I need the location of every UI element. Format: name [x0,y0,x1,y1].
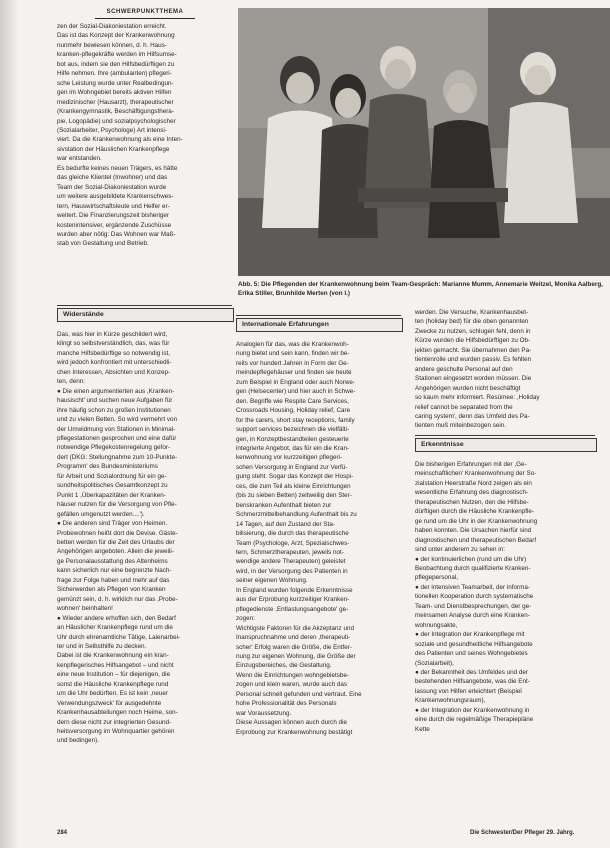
text-line: Wenn die Einrichtungen wohngebietsbe- [236,671,349,679]
text-line: Programm' des Bundesministeriums [57,463,158,471]
text-line: reits vor hundert Jahren in Form der Ge- [236,359,349,367]
text-line: um weitere ausgebildete Krankenschwes- [57,193,174,201]
text-line: ter und in Selbsthilfe zu decken. [57,642,147,650]
text-line: war Voraussetzung. [236,709,292,717]
text-line: Beobachtung durch qualifizierte Kranken- [415,564,531,572]
page-number: 284 [57,830,68,836]
text-line: gen (Helsecenter) und hier auch in Schwe- [236,388,356,396]
text-line: sonst die Häusliche Krankenpflege rund [57,680,169,688]
text-line: for the carers, short stay receptions, family [236,416,355,424]
text-line: lassung von Hilfen erleichtert (Beispiel [415,687,522,695]
text-line: tern, Hauswirtschaftsleute und Helfer er- [57,202,170,210]
text-line: wendige andere Therapeuten) geleistet [236,558,346,566]
heading-international: Internationale Erfahrungen [236,318,403,332]
text-line: eine neue Institution – für diejenigen, die [57,671,171,679]
page-margin-shadow [0,0,18,848]
text-line: bestehenden Hilfsangebote, was die Ent- [415,678,530,686]
text-line: der Umwidmung von Stationen in Minimal- [57,425,176,433]
text-line: zogen und klein waren, wurde auch das [236,681,347,689]
text-line: gen im Wohngebiet bereits aktiven Hilfen [57,89,172,97]
text-line: werden. Die Versuche, Krankenhausbet- [415,309,529,316]
text-line: (Sozialarbeiter, Psychologe) Art intensi- [57,126,167,134]
text-line: tientenrolle und wurden passiv. Es fehlten [415,356,532,364]
text-line: Uhr durch ehrenamtliche Tätige, Laienarbei- [57,633,181,641]
column-3-bottom-text [415,460,595,734]
divider-col1 [57,305,232,306]
text-line: Krankenwohnungsraum), [415,697,486,705]
text-line: Team- und Dienstbesprechungen, der ge- [415,602,532,610]
text-line: um die Uhr bedürften. Es ist kein ,neuer [57,690,168,698]
text-line: ge rund um die Uhr in der Krankenwohnung [415,517,538,525]
text-line: schen Versorgung in England zur Verfü- [236,463,348,471]
text-line: sivstation der Häuslichen Krankenpflege [57,145,170,153]
text-line: frage zur Folge haben und mehr auf das [57,576,170,584]
text-line: Kette [415,725,430,733]
text-line: Hilfe nehmen. Ihre (ambulanten) pflegeri- [57,70,172,78]
text-line: Punkt 1 ,Überkapazitäten der Kranken- [57,491,166,499]
text-line: pflegestationen gesprochen und eine dafür [57,434,177,442]
text-line: Diese Aussagen können auch durch die [236,719,347,727]
text-line: eine durch die regelmäßige Therapiepläne [415,716,534,724]
text-line: hausischt' und suchen neue Aufgaben für [57,397,173,405]
text-line: dert (DKG: Stellungnahme zum 10-Punkte- [57,453,178,461]
text-line: gemünzt sein, d. h. wirklich nur das ,Probe- [57,595,178,603]
text-line: gen, in Konzeptbestandteilen gesteuerte [236,435,349,443]
text-line: Angehörigen wurden nicht beschäftigt [415,384,521,392]
text-line: dern diese nicht zur integrierten Gesund- [57,718,172,726]
text-line: meinschaftlichen' Krankenwohnung der So- [415,470,537,478]
text-line: tienten muß miteinbezogen sein. [415,422,507,430]
divider-col3 [415,435,595,436]
text-line: Personal schnell gefunden und vertraut. Eine [236,690,362,698]
text-line: tionellen Kooperation durch systematische [415,593,534,601]
text-line: sundheitspolitisches Gesamtkonzept zu [57,482,168,490]
text-line: Erprobung zur Krankenwohnung bestätigt [236,728,353,736]
text-line: (Sozialarbeit), [415,659,454,667]
text-line: wohnen' beinhalten! [57,605,113,613]
text-line: an Häuslicher Krankenpflege rund um die [57,624,173,632]
text-line: Analogien für das, was die Krankenwoh- [236,341,349,348]
text-line: Das ist das Konzept der Krankenwohnung [57,32,175,40]
text-line: Team der Sozial-Diakoniestation wurde [57,183,167,191]
text-line: pflegedienste ,Entlastungsangebote' ge- [236,605,349,613]
text-line: tern, Schmerztherapeuten, jeweils not- [236,548,344,556]
text-line: kann sicherlich nur eine begrenzte Nach- [57,567,172,575]
text-line: ● Wieder andere erhoffen sich, den Bedarf [57,614,176,622]
text-line: Wichtigste Faktoren für die Akzeptanz und [236,624,354,632]
text-line: wohnungsakte, [415,621,458,629]
text-line: weitert. Die Finanzierungszeit bisheriger [57,212,169,220]
text-line: (Krankengymnastik, Beschäftigungsthera- [57,108,174,116]
text-line: Probewohnen heißt dort die Devise. Gäste- [57,529,178,537]
text-line: zen der Sozial-Diakoniestation erreicht. [57,23,167,30]
text-line: Kürze wurden die Hilfsbedürftigen zu Ob- [415,337,531,345]
text-line: aus der Erprobung kurzzeitiger Kranken- [236,596,350,604]
text-line: medizinischer (Hausarzt), therapeutischer [57,98,174,106]
team-photo [238,8,610,276]
text-line: Es bedurfte keines neuen Trägers, es hätte [57,164,178,172]
text-line: seiner eigenen Wohnung. [236,577,308,585]
text-line: therapeutischen Nutzen, den die Hilfsbe- [415,498,529,506]
text-line: ten (holiday bed) für die oben genannten [415,318,529,326]
text-line: Dabei ist die Krankenwohnung ein kran- [57,652,169,660]
text-line: sind unter anderem zu sehen in: [415,546,505,554]
text-line: so kaum mehr informiert. Resümee: ,Holiday [415,394,540,402]
text-line: Stationen eingesetzt worden müssen. Die [415,375,532,383]
text-line: wurden aber nötig: Das Wohnen war Maß- [57,230,176,238]
text-line: scher' Erfolg waren die Größe, die Entfer- [236,643,352,651]
text-line: In England wurden folgende Erkenntnisse [236,586,353,594]
text-line: das gleiche Klientel (Inwohner) und das [57,174,168,182]
text-line: Angehörigen angeboten. Allein die jeweili- [57,548,174,556]
text-line: Verwendungszweck' für ausgedehnte [57,699,162,707]
text-line: heitsversorgung im Wohnquartier gehören [57,728,175,736]
text-line: Das, was hier in Kürze geschildert wird, [57,331,168,338]
text-line: ces, die zum Teil als kleine Einrichtungen [236,482,351,490]
text-line: Crossroads Housing, Holiday relief, Care [236,407,351,415]
text-line: Team (Psychologe, Arzt, Spezialschwes- [236,539,350,547]
text-line: ● der Integration der Krankenwohnung in [415,706,530,714]
text-line: gung steht. Sogar das Konzept der Hospi- [236,473,354,481]
text-line: relief cannot be separated from the [415,403,513,411]
text-line: sche Leistung wurde unter Realbedingun- [57,79,174,87]
journal-footer: Die Schwester/Der Pfleger 29. Jahrg. [470,830,575,836]
text-line: dürftigen durch die Häusliche Krankenpfle- [415,508,535,516]
text-line: (bis zu sieben Betten) zeitweilig den Ster- [236,492,352,500]
text-line: ● der kontinuierlichen (rund um die Uhr) [415,555,527,563]
text-line: betten werden für die Zeit des Urlaubs der [57,538,175,546]
text-line: stab von Gestaltung und Betrieb. [57,240,149,248]
text-line: des Patienten und seines Wohngebietes [415,650,528,658]
text-line: Einzugsbereiches, die Gestaltung. [236,662,332,670]
column-1-bottom-text [57,330,232,746]
text-line: manche Hilfsbedürftige so notwendig ist, [57,349,171,357]
text-line: Sicherwerden als Pflegen von Kranken [57,586,166,594]
text-line: kranken-pflegekräfte werden im Hilfsumse- [57,51,177,59]
text-line: für Arbeit und Sozialordnung für ein ge- [57,472,167,480]
heading-erkenntnisse: Erkenntnisse [415,438,597,452]
text-line: 14 Tagen, auf den Zustand der Sta- [236,520,335,528]
text-line: nunmehr bewiesen können, d. h. Haus- [57,41,167,49]
column-1-top-text [57,22,232,249]
text-line: bot aus, indem sie den Hilfsbedürftigen zu [57,60,175,68]
text-line: den. Begriffe wie Respite Care Services, [236,397,349,405]
team-photo-image [238,8,610,276]
text-line: diagnostischen und therapeutischen Bedarf [415,536,537,544]
text-line: notwendige Pflegekostenregelung gefor- [57,444,171,452]
text-line: war entstanden. [57,155,102,163]
text-line: wird jedoch konfrontiert mit unterschiedli- [57,359,172,367]
text-line: chen Interessen, Absichten und Konzep- [57,368,171,376]
section-header: SCHWERPUNKTTHEMA [95,6,195,19]
text-line: haben konnten. Die Ursachen hierfür sind [415,527,532,535]
text-line: ten, denn: [57,378,86,386]
text-line: pflegepersonal, [415,574,459,582]
text-line: und zu vielen Betten. So wird vermehrt von [57,416,178,424]
column-3-top-text [415,308,595,431]
heading-widerstaende: Widerstände [57,308,234,322]
text-line: kenpflegerisches Hilfsangebot – und nicht [57,661,174,669]
text-line: hohe Professionalität des Personals [236,700,337,708]
text-line: andere geschulte Personal auf den [415,365,513,373]
text-line: Inanspruchnahme und deren ,therapeuti- [236,634,351,642]
text-line: häuser nutzen für die Versorgung von Pfle- [57,501,177,509]
text-line: Krankenhausabteilungen noch Heime, son- [57,709,178,717]
divider-col2 [236,315,401,316]
text-line: nung zur eigenen Wohnung, die Größe der [236,652,356,660]
text-line: benskranken Aufenthalt bieten zur [236,501,332,509]
text-line: viert. Da die Krankenwohnung als eine Inten- [57,136,183,144]
text-line: nung bietet und sein kann, finden wir be- [236,350,350,358]
text-line: ge Personalausstattung des Altenheims [57,557,168,565]
text-line: ● der intensiven Teamarbeit, der informa- [415,583,530,591]
text-line: ● der Bekanntheit des Umfeldes und der [415,668,529,676]
text-line: Zwecke zu nutzen, schlugen fehl, denn in [415,327,531,335]
photo-caption: Abb. 5: Die Pflegenden der Krankenwohnung beim Team-Gespräch: Marianne Mumm, Annemarie Weitzel, Monika Aalberg, Erika Stiller, Brunhilde Merten (von l.) [238,281,603,297]
text-line: meindepflegehäuser und finden sie heute [236,369,352,377]
text-line: wird, in der Versorgung des Patienten in [236,567,348,575]
text-line: wesentliche Erfahrung des diagnostisch- [415,489,529,497]
text-line: ● der Integration der Krankenpflege mit [415,631,525,639]
text-line: zogen: [236,615,255,623]
text-line: klingt so selbstverständlich, das, was für [57,340,170,348]
text-line: soziale und gesundheitliche Hilfsangebote [415,640,533,648]
text-line: Die bisherigen Erfahrungen mit der ,Ge- [415,461,527,468]
text-line: pie, Logopädie) und sozialpsychologischer [57,117,176,125]
text-line: caring system', denn das Umfeld des Pa- [415,412,530,420]
text-line: kenwohnung vor kurzzeitigen pflegeri- [236,454,343,462]
text-line: zialstation Heerstraße Nord zeigen als ein [415,479,532,487]
text-line: ● Die einen argumentierten aus ,Kranken- [57,387,175,395]
text-line: integrierte Angebot, das für ein die Kran- [236,444,350,452]
text-line: support services bezeichnen die vielfälti- [236,426,350,434]
text-line: gefällen umgenutzt werden....'). [57,510,145,518]
text-line: jekten gemacht. Sie übernahmen den Pa- [415,346,532,354]
text-line: und bedingen). [57,737,100,745]
column-2-text [236,340,401,737]
text-line: meinsamen Analyse durch eine Kranken- [415,612,530,620]
text-line: bilisierung, die durch das therapeutische [236,530,349,538]
text-line: Schmerzmittelbehandlung Aufenthalt bis zu [236,511,357,519]
text-line: zum Beispiel in England oder auch Norwe- [236,378,356,386]
text-line: ● Die anderen sind Träger von Heimen. [57,520,168,528]
text-line: kostenintensiver, ergänzende Zuschüsse [57,221,172,229]
text-line: ihre häufig schon zu großen Institutionen [57,406,171,414]
